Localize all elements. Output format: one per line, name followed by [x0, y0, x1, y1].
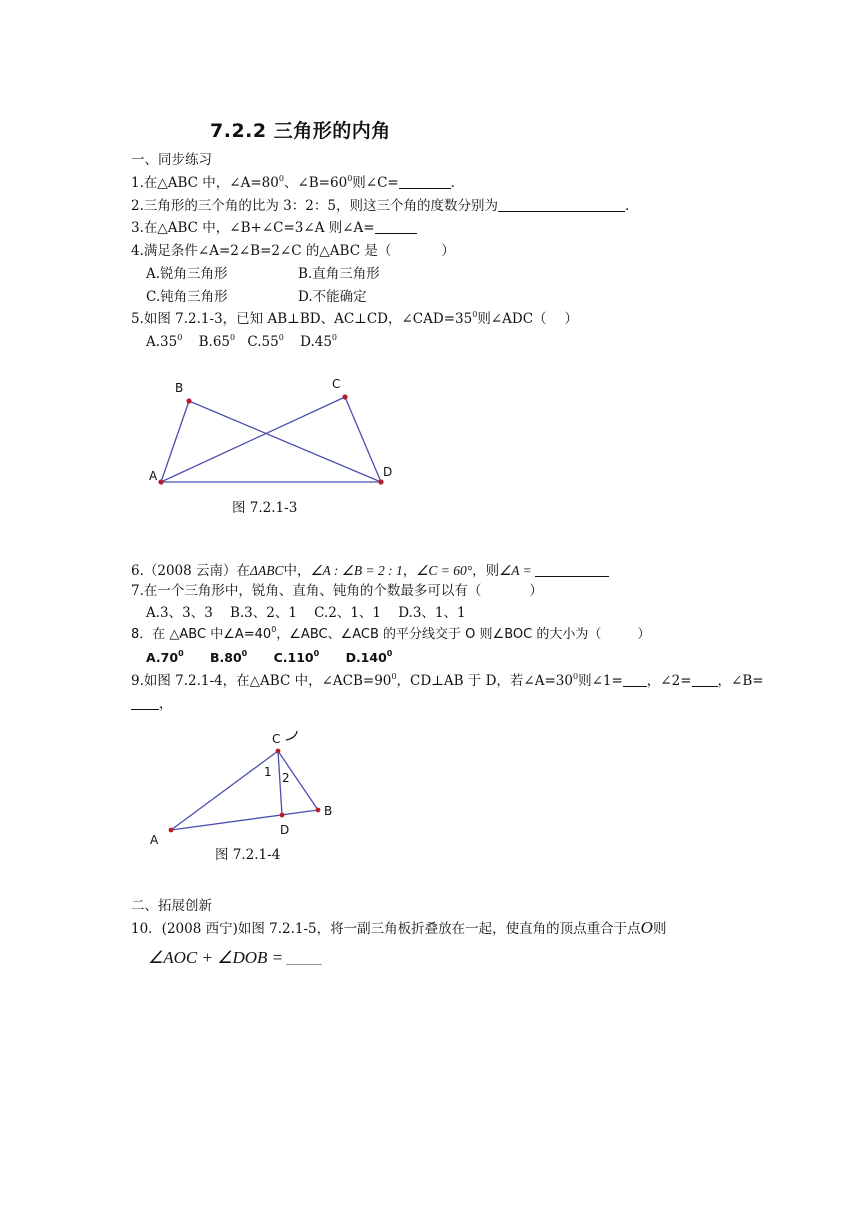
q4-text: 4.满足条件∠A=2∠B=2∠C 的△ABC 是（ — [131, 243, 392, 259]
q5-option-d: D.45 — [300, 334, 332, 350]
q8-option-c: C.110 — [273, 650, 314, 665]
q6-triangle: ΔABC — [250, 563, 284, 578]
fig3-label-c: C — [332, 377, 341, 391]
fig4-label-d: D — [280, 823, 290, 837]
q1-end: . — [450, 175, 456, 191]
q6-ratio: ∠A : ∠B = 2 : 1 — [310, 563, 403, 578]
q6-mid1: 中， — [283, 563, 311, 579]
q8-option-d-degree: 0 — [386, 649, 393, 658]
question-10 — [131, 919, 666, 938]
fig4-point-c — [276, 749, 281, 754]
fig4-stray-mark — [286, 731, 297, 740]
q4-option-c: C.钝角三角形 — [146, 289, 228, 305]
figure-7-2-1-4 — [140, 724, 350, 849]
q9-mid: ，CD⊥AB 于 D，若∠A=30 — [396, 673, 573, 689]
fig3-label-d: D — [383, 465, 393, 479]
q5-text: 5.如图 7.2.1-3，已知 AB⊥BD、AC⊥CD，∠CAD=35 — [131, 311, 473, 327]
q6-sep: ， — [402, 563, 417, 579]
q6-answer-blank[interactable] — [535, 563, 609, 577]
fig3-point-b — [186, 398, 191, 403]
q2-text: 2.三角形的三个角的比为 3：2：5，则这三个角的度数分别为 — [131, 198, 498, 214]
fig4-point-d — [280, 813, 285, 818]
q10-answer-blank[interactable] — [286, 951, 322, 965]
fig4-point-b — [316, 808, 321, 813]
q4-option-a: A.锐角三角形 — [146, 266, 228, 282]
q3-answer-blank[interactable] — [375, 220, 417, 234]
fig3-label-b: B — [175, 381, 184, 395]
q5-close: ） — [564, 311, 579, 327]
fig4-label-a: A — [150, 833, 159, 847]
page-title: 7.2.2 三角形的内角 — [210, 120, 391, 142]
fig4-point-a — [169, 828, 174, 833]
q4-option-d: D.不能确定 — [298, 289, 367, 305]
q9-angleB-blank[interactable] — [131, 696, 159, 710]
q5-options — [146, 333, 337, 351]
figure-7-2-1-3 — [140, 372, 410, 497]
q1-text: 1.在△ABC 中，∠A=80 — [131, 175, 279, 191]
q8-option-a-degree: 0 — [178, 649, 184, 658]
q8-option-b: B.80 — [210, 650, 242, 665]
q10-text: 10．(2008 西宁)如图 7.2.1-5，将一副三角板折叠放在一起，使直角的顶点重合于点 — [131, 921, 641, 937]
fig4-label-angle-1: 1 — [264, 765, 272, 779]
q5-option-a: A.35 — [146, 334, 178, 350]
q9-text: 9.如图 7.2.1-4，在△ABC 中，∠ACB=90 — [131, 673, 392, 689]
fig4-label-b: B — [324, 804, 333, 818]
q7-options: A.3、3、3 B.3、2、1 C.2、1、1 D.3、1、1 — [146, 605, 466, 621]
q5-option-a-degree: 0 — [177, 333, 183, 342]
q8-option-c-degree: 0 — [313, 649, 320, 658]
q10-expression: ∠AOC + ∠DOB = — [148, 948, 284, 967]
q8-degree: 0 — [271, 625, 277, 634]
q1-degree-2: 0 — [347, 174, 353, 183]
question-1 — [131, 174, 455, 192]
q9-line-2 — [131, 695, 173, 713]
q3-text: 3.在△ABC 中，∠B+∠C=3∠A 则∠A= — [131, 220, 375, 236]
q8-text: 8．在 △ABC 中∠A=40 — [131, 627, 272, 642]
q8-option-b-degree: 0 — [241, 649, 248, 658]
fig3-point-a — [158, 479, 163, 484]
q6-mid2: ，则 — [472, 563, 500, 579]
q5-option-b-degree: 0 — [230, 333, 236, 342]
question-3 — [131, 219, 417, 237]
q9-degree-2: 0 — [572, 672, 579, 681]
q6-prefix: 6.（2008 云南）在 — [131, 563, 251, 579]
q1-degree: 0 — [278, 174, 284, 183]
fig3-label-a: A — [149, 469, 158, 483]
question-2 — [131, 197, 629, 215]
q7-text: 7.在一个三角形中，锐角、直角、钝角的个数最多可以有（ — [131, 583, 482, 599]
q2-end: . — [624, 198, 630, 214]
q1-answer-blank[interactable] — [399, 175, 451, 189]
question-4 — [131, 242, 455, 260]
q10-tail: 则 — [652, 921, 667, 937]
fig4-caption: 图 7.2.1-4 — [215, 847, 281, 863]
q5-degree: 0 — [472, 310, 478, 319]
q10-expression-line — [148, 948, 322, 968]
fig3-point-d — [378, 479, 383, 484]
q8-option-a: A.70 — [146, 650, 179, 665]
q5-option-c: C.55 — [247, 334, 279, 350]
section-heading-extend: 二、拓展创新 — [131, 898, 212, 914]
q1-mid: 、∠B=60 — [283, 175, 348, 191]
q5-option-d-degree: 0 — [331, 333, 338, 342]
q6-angle: ∠C = 60° — [416, 563, 473, 578]
q9-end: ， — [159, 696, 173, 712]
q4-close: ） — [441, 243, 455, 259]
question-7 — [131, 582, 543, 600]
question-5 — [131, 310, 578, 328]
question-9 — [131, 672, 764, 690]
q5-option-c-degree: 0 — [278, 333, 284, 342]
q6-answer-expr: ∠A = — [499, 563, 532, 578]
q5-tail: 则∠ADC（ — [477, 311, 547, 327]
q8-tail: ，∠ABC、∠ACB 的平分线交于 O 则∠BOC 的大小为（ — [276, 627, 602, 642]
q1-tail: 则∠C= — [352, 175, 399, 191]
fig4-label-c: C — [272, 732, 281, 746]
q9-angle1-blank[interactable] — [623, 673, 647, 687]
fig3-point-c — [342, 394, 347, 399]
question-8 — [131, 626, 650, 644]
q4-option-b: B.直角三角形 — [298, 266, 380, 282]
q5-option-b: B.65 — [198, 334, 230, 350]
q2-answer-blank[interactable] — [498, 198, 625, 212]
question-6 — [131, 562, 609, 580]
q9-angle2-blank[interactable] — [692, 673, 718, 687]
q9-comma-3: ，∠B= — [717, 673, 764, 689]
section-heading-sync: 一、同步练习 — [131, 152, 212, 168]
fig3-caption: 图 7.2.1-3 — [232, 500, 298, 516]
q9-comma-2: ，∠2= — [646, 673, 692, 689]
q7-close: ） — [529, 583, 543, 599]
q9-degree: 0 — [391, 672, 397, 681]
q9-tail: 则∠1= — [578, 673, 623, 689]
q10-point-o: O — [640, 918, 653, 937]
q8-close: ） — [637, 627, 651, 642]
q8-option-d: D.140 — [345, 650, 387, 665]
fig4-label-angle-2: 2 — [282, 771, 290, 785]
q8-options — [146, 649, 392, 667]
